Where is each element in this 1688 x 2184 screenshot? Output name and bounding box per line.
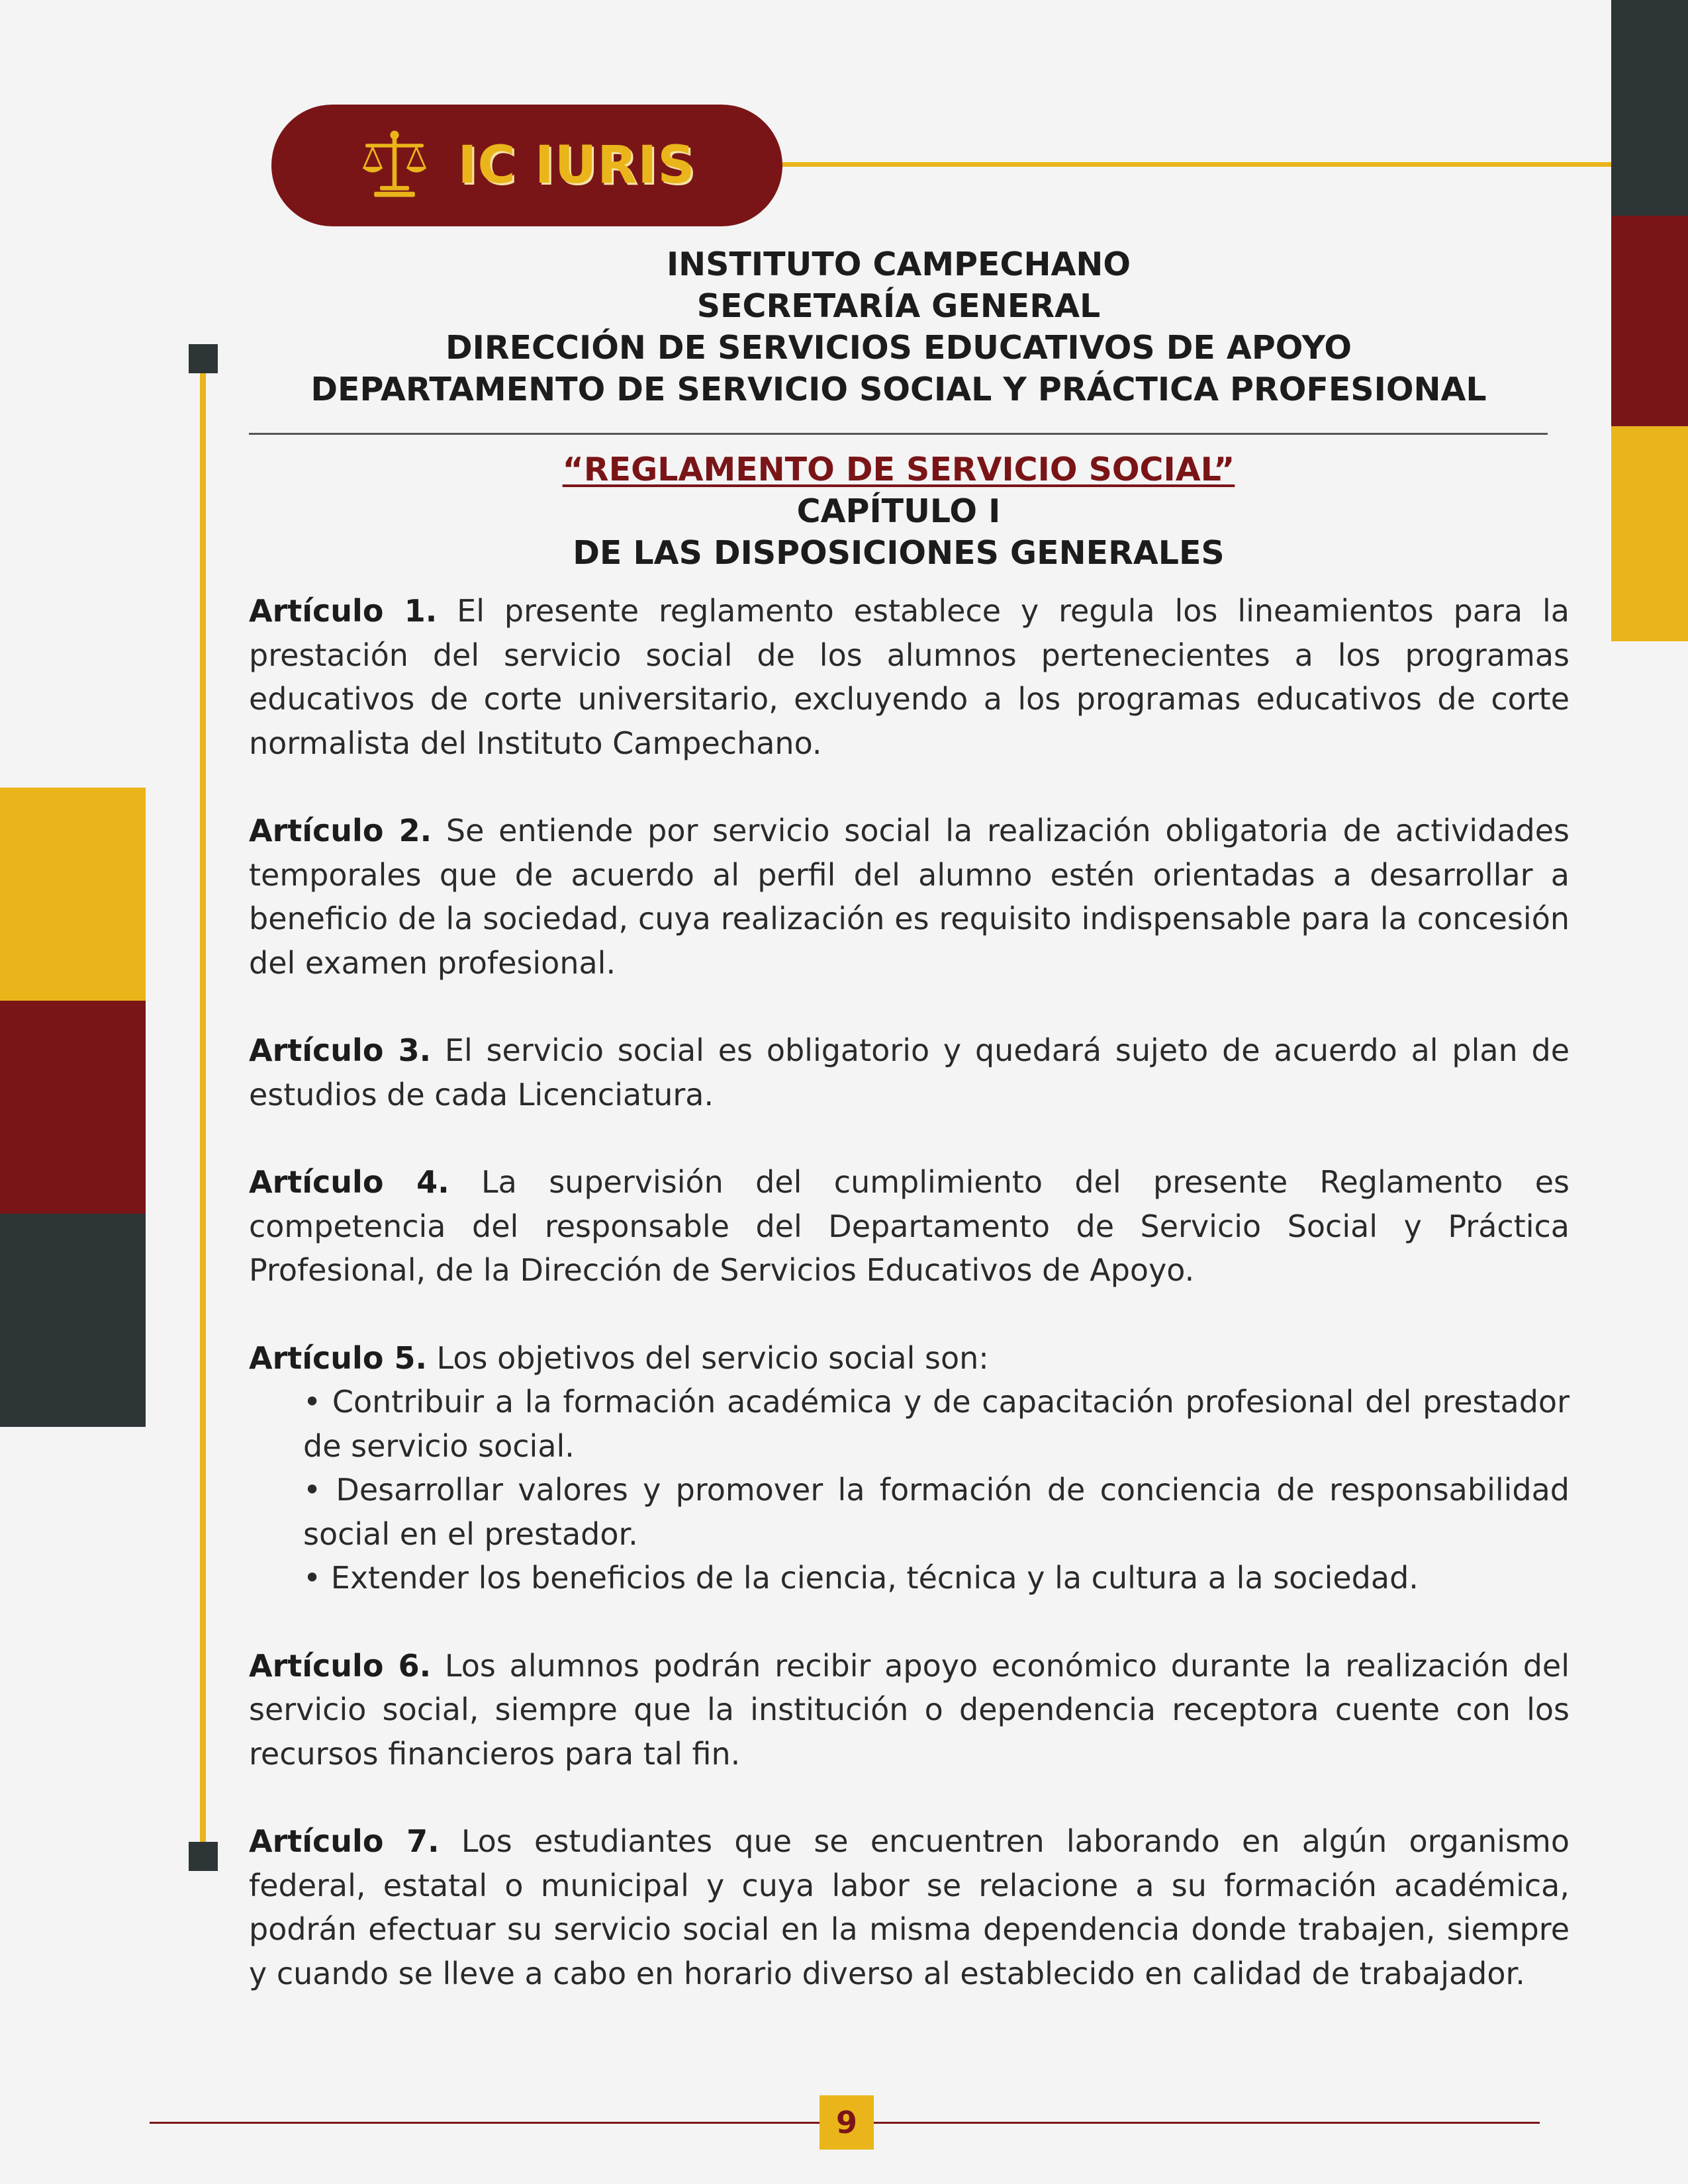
timeline-marker-bottom [189, 1842, 218, 1871]
chapter-label: CAPÍTULO I [796, 492, 1001, 530]
article-text: Los alumnos podrán recibir apoyo económico durante la realización del servicio social, siempre que la institución o dependencia receptora cuente con los recursos financieros para tal fin. [249, 1647, 1570, 1772]
footer-rule-right [874, 2122, 1540, 2124]
articles-body [249, 589, 1570, 2039]
timeline-line [200, 371, 206, 1853]
article-3 [249, 1028, 1570, 1116]
institution-header [238, 244, 1559, 410]
timeline-marker-top [189, 344, 218, 373]
header-line: INSTITUTO CAMPECHANO [666, 246, 1131, 283]
list-item: • Contribuir a la formación académica y de capacitación profesional del prestador de servicio social. [303, 1384, 1570, 1464]
scales-of-justice-icon [358, 128, 431, 203]
article-label: Artículo 6. [249, 1647, 432, 1684]
article-text: El presente reglamento establece y regula los lineamientos para la prestación del servicio social de los alumnos pertenecientes a los programas educativos de corte universitario, excluyendo a los programas educativos de corte normalista del Instituto Campechano. [249, 593, 1570, 761]
article-7 [249, 1819, 1570, 1995]
article-label: Artículo 4. [249, 1164, 449, 1200]
footer-rule-left [150, 2122, 820, 2124]
list-item: • Extender los beneficios de la ciencia, técnica y la cultura a la sociedad. [303, 1560, 1419, 1596]
article-text: Los objetivos del servicio social son: [426, 1340, 989, 1376]
article-label: Artículo 1. [249, 593, 438, 629]
document-title-block [238, 449, 1559, 574]
decor-block-red-right [1611, 216, 1688, 426]
decor-block-yellow-left [0, 788, 146, 1001]
article-text: La supervisión del cumplimiento del presente Reglamento es competencia del responsable del Departamento de Servicio Social y Práctica Profesional, de la Dirección de Servicios Educativos de Apoyo. [249, 1164, 1570, 1288]
article-4 [249, 1160, 1570, 1293]
article-text: Se entiende por servicio social la realización obligatoria de actividades temporales que de acuerdo al perfil del alumno estén orientadas a desarrollar a beneficio de la sociedad, cuya realización es requisito indispensable para la concesión del examen profesional. [249, 813, 1570, 981]
article-label: Artículo 7. [249, 1823, 440, 1859]
article-1 [249, 589, 1570, 765]
decor-block-yellow-right [1611, 426, 1688, 641]
article-6 [249, 1644, 1570, 1776]
logo-rule [781, 162, 1611, 167]
article-text: El servicio social es obligatorio y quedará sujeto de acuerdo al plan de estudios de cada Licenciatura. [249, 1032, 1570, 1113]
document-title: “REGLAMENTO DE SERVICIO SOCIAL” [562, 451, 1235, 488]
decor-block-dark-right [1611, 0, 1688, 216]
list-item: • Desarrollar valores y promover la formación de conciencia de responsabilidad social en el prestador. [303, 1472, 1570, 1552]
article-label: Artículo 2. [249, 813, 432, 848]
header-divider [249, 433, 1548, 435]
logo-badge [271, 105, 782, 226]
objectives-list [249, 1380, 1570, 1600]
article-label: Artículo 3. [249, 1032, 432, 1068]
decor-block-dark-left [0, 1214, 146, 1427]
logo-text: IC IURIS [457, 136, 696, 195]
header-line: SECRETARÍA GENERAL [696, 287, 1101, 325]
page-number: 9 [820, 2095, 874, 2150]
article-label: Artículo 5. [249, 1340, 427, 1376]
article-text: Los estudiantes que se encuentren laborando en algún organismo federal, estatal o municipal y cuya labor se relacione a su formación académica, podrán efectuar su servicio social en la misma dependencia donde trabajen, siempre y cuando se lleve a cabo en horario diverso al establecido en calidad de trabajador. [249, 1823, 1570, 1991]
header-line: DIRECCIÓN DE SERVICIOS EDUCATIVOS DE APOYO [445, 329, 1352, 367]
chapter-title: DE LAS DISPOSICIONES GENERALES [573, 534, 1225, 572]
article-5 [249, 1336, 1570, 1600]
article-2 [249, 809, 1570, 985]
header-line: DEPARTAMENTO DE SERVICIO SOCIAL Y PRÁCTICA PROFESIONAL [310, 371, 1487, 408]
decor-block-red-left [0, 1001, 146, 1214]
